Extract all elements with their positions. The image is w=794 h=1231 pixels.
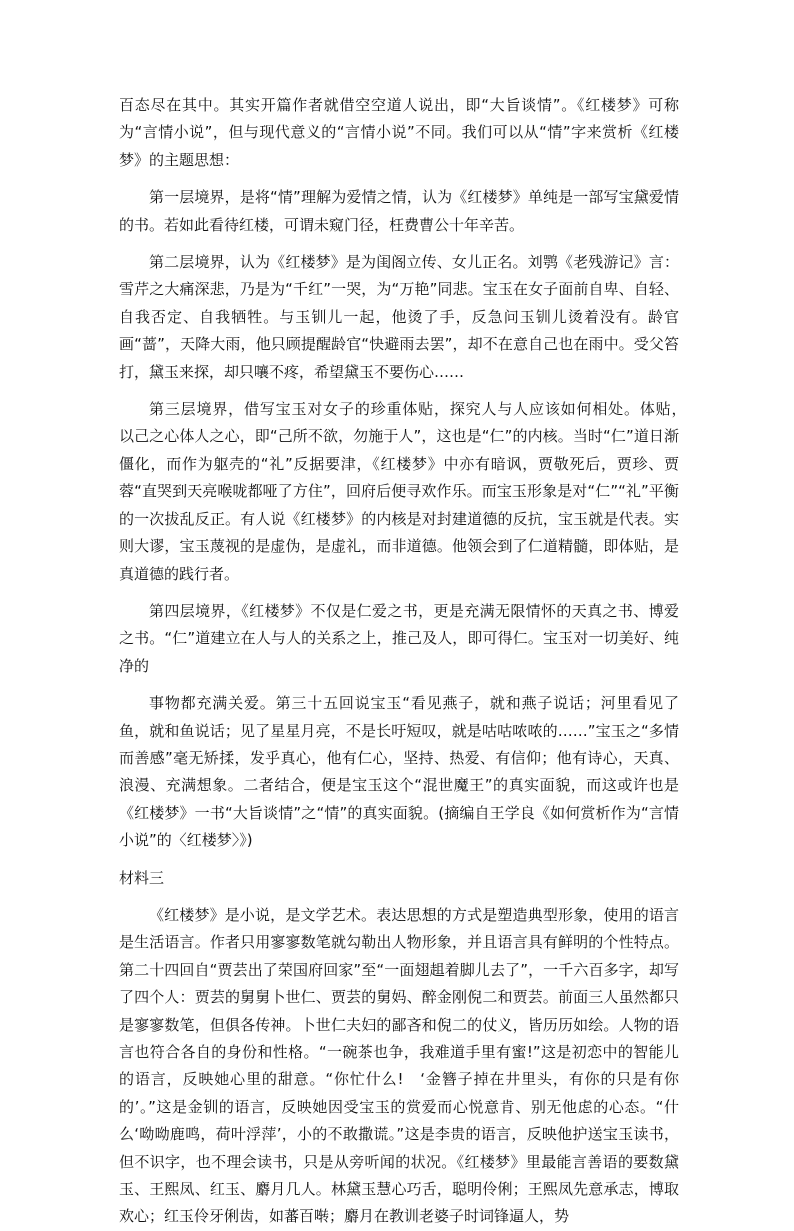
spacer (119, 588, 679, 598)
section-heading-material-three: 材料三 (119, 868, 165, 887)
spacer (119, 855, 679, 865)
paragraph-level-four: 第四层境界，《红楼梦》不仅是仁爱之书，更是充满无限情怀的天真之书、博爱之书。“仁”道建立在人与人的关系之上，推己及人，即可得仁。宝玉对一切美好、纯净的 (119, 601, 679, 675)
paragraph-material-three: 《红楼梦》是小说，是文学艺术。表达思想的方式是塑造典型形象，使用的语言是生活语言。作者只用寥寥数笔就勾勒出人物形象，并且语言具有鲜明的个性特点。第二十四回自“贾芸出了荣国府回家”至“一面翅趄着脚儿去了”，一千六百多字，却写了四个人：贾芸的舅舅卜世仁、贾芸的舅妈、醉金刚倪二和贾芸。前面三人虽然都只是寥寥数笔，但俱各传神。卜世仁夫妇的鄙吝和倪二的仗义，皆历历如绘。人物的语言也符合各自的身份和性格。“一碗茶也争，我难道手里有蜜!”这是初恋中的智能儿的语言，反映她心里的甜意。“你忙什么! ‘金簪子掉在井里头，有你的只是有你的’。”这是金钏的语言，反映她因受宝玉的赏爱而心悦意肯、别无他虑的心态。“什么‘呦呦鹿鸣，荷叶浮萍’，小的不敢撒谎。”这是李贵的语言，反映他护送宝玉读书，但不识字，也不理会读书，只是从旁听闻的状况。《红楼梦》里最能言善语的要数黛玉、王熙凤、红玉、麝月几人。林黛玉慧心巧舌，聪明伶俐；王熙凤先意承志，博取欢心；红玉伶牙俐齿，如蕃百啭；麝月在教训老婆子时词锋逼人，势 (119, 905, 679, 1226)
paragraph-level-one: 第一层境界，是将“情”理解为爱情之情，认为《红楼梦》单纯是一部写宝黛爱情的书。若如此看待红楼，可谓未窥门径，枉费曹公十年辛苦。 (119, 188, 679, 234)
spacer (119, 239, 679, 249)
spacer (119, 174, 679, 184)
paragraph-intro: 百态尽在其中。其实开篇作者就借空空道人说出，即“大旨谈情”。《红楼梦》可称为“言情小说”，但与现代意义的“言情小说”不同。我们可以从“情”字来赏析《红楼梦》的主题思想： (119, 96, 679, 169)
paragraph-level-four-continued: 事物都充满关爱。第三十五回说宝玉“看见燕子，就和燕子说话；河里看见了鱼，就和鱼说话；见了星星月亮，不是长吁短叹，就是咕咕哝哝的……”宝玉之“多情而善感”毫无矫揉，发乎真心，他有仁心，坚持、热爱、有信仰；他有诗心，天真、浪漫、充满想象。二者结合，便是宝玉这个“混世魔王”的真实面貌，而这或许也是《红楼梦》一书“大旨谈情”之“情”的真实面貌。(摘编自王学良《如何赏析作为“言情小说”的〈红楼梦〉》) (119, 694, 679, 850)
spacer (119, 680, 679, 690)
spacer (119, 892, 679, 902)
paragraph-level-two: 第二层境界，认为《红楼梦》是为闺阁立传、女儿正名。刘鹗《老残游记》言：雪芹之大痛深悲，乃是为“千红”一哭，为“万艳”同悲。宝玉在女子面前自卑、自轻、自我否定、自我牺牲。与玉钏儿一起，他烫了手，反急问玉钏儿烫着没有。龄官画“蔷”，天降大雨，他只顾提醒龄官“快避雨去罢”，却不在意自己也在雨中。受父笞打，黛玉来探，却只嚷不疼，希望黛玉不要伤心…… (119, 253, 679, 381)
spacer (119, 386, 679, 396)
paragraph-level-three: 第三层境界，借写宝玉对女子的珍重体贴，探究人与人应该如何相处。体贴， 以己之心体人之心，即“己所不欲，勿施于人”，这也是“仁”的内核。当时“仁”道日渐僵化，而作为躯壳的“礼”反据要津，《红楼梦》中亦有暗讽，贾敬死后，贾珍、贾蓉“直哭到天亮喉咙都哑了方住”，回府后便寻欢作乐。而宝玉形象是对“仁”“礼”平衡的一次拔乱反正。有人说《红楼梦》的内核是对封建道德的反抗，宝玉就是代表。实则大谬，宝玉蔑视的是虚伪，是虚礼，而非道德。他领会到了仁道精髓，即体贴，是真道德的践行者。 (119, 400, 695, 583)
document-page (119, 92, 695, 1231)
